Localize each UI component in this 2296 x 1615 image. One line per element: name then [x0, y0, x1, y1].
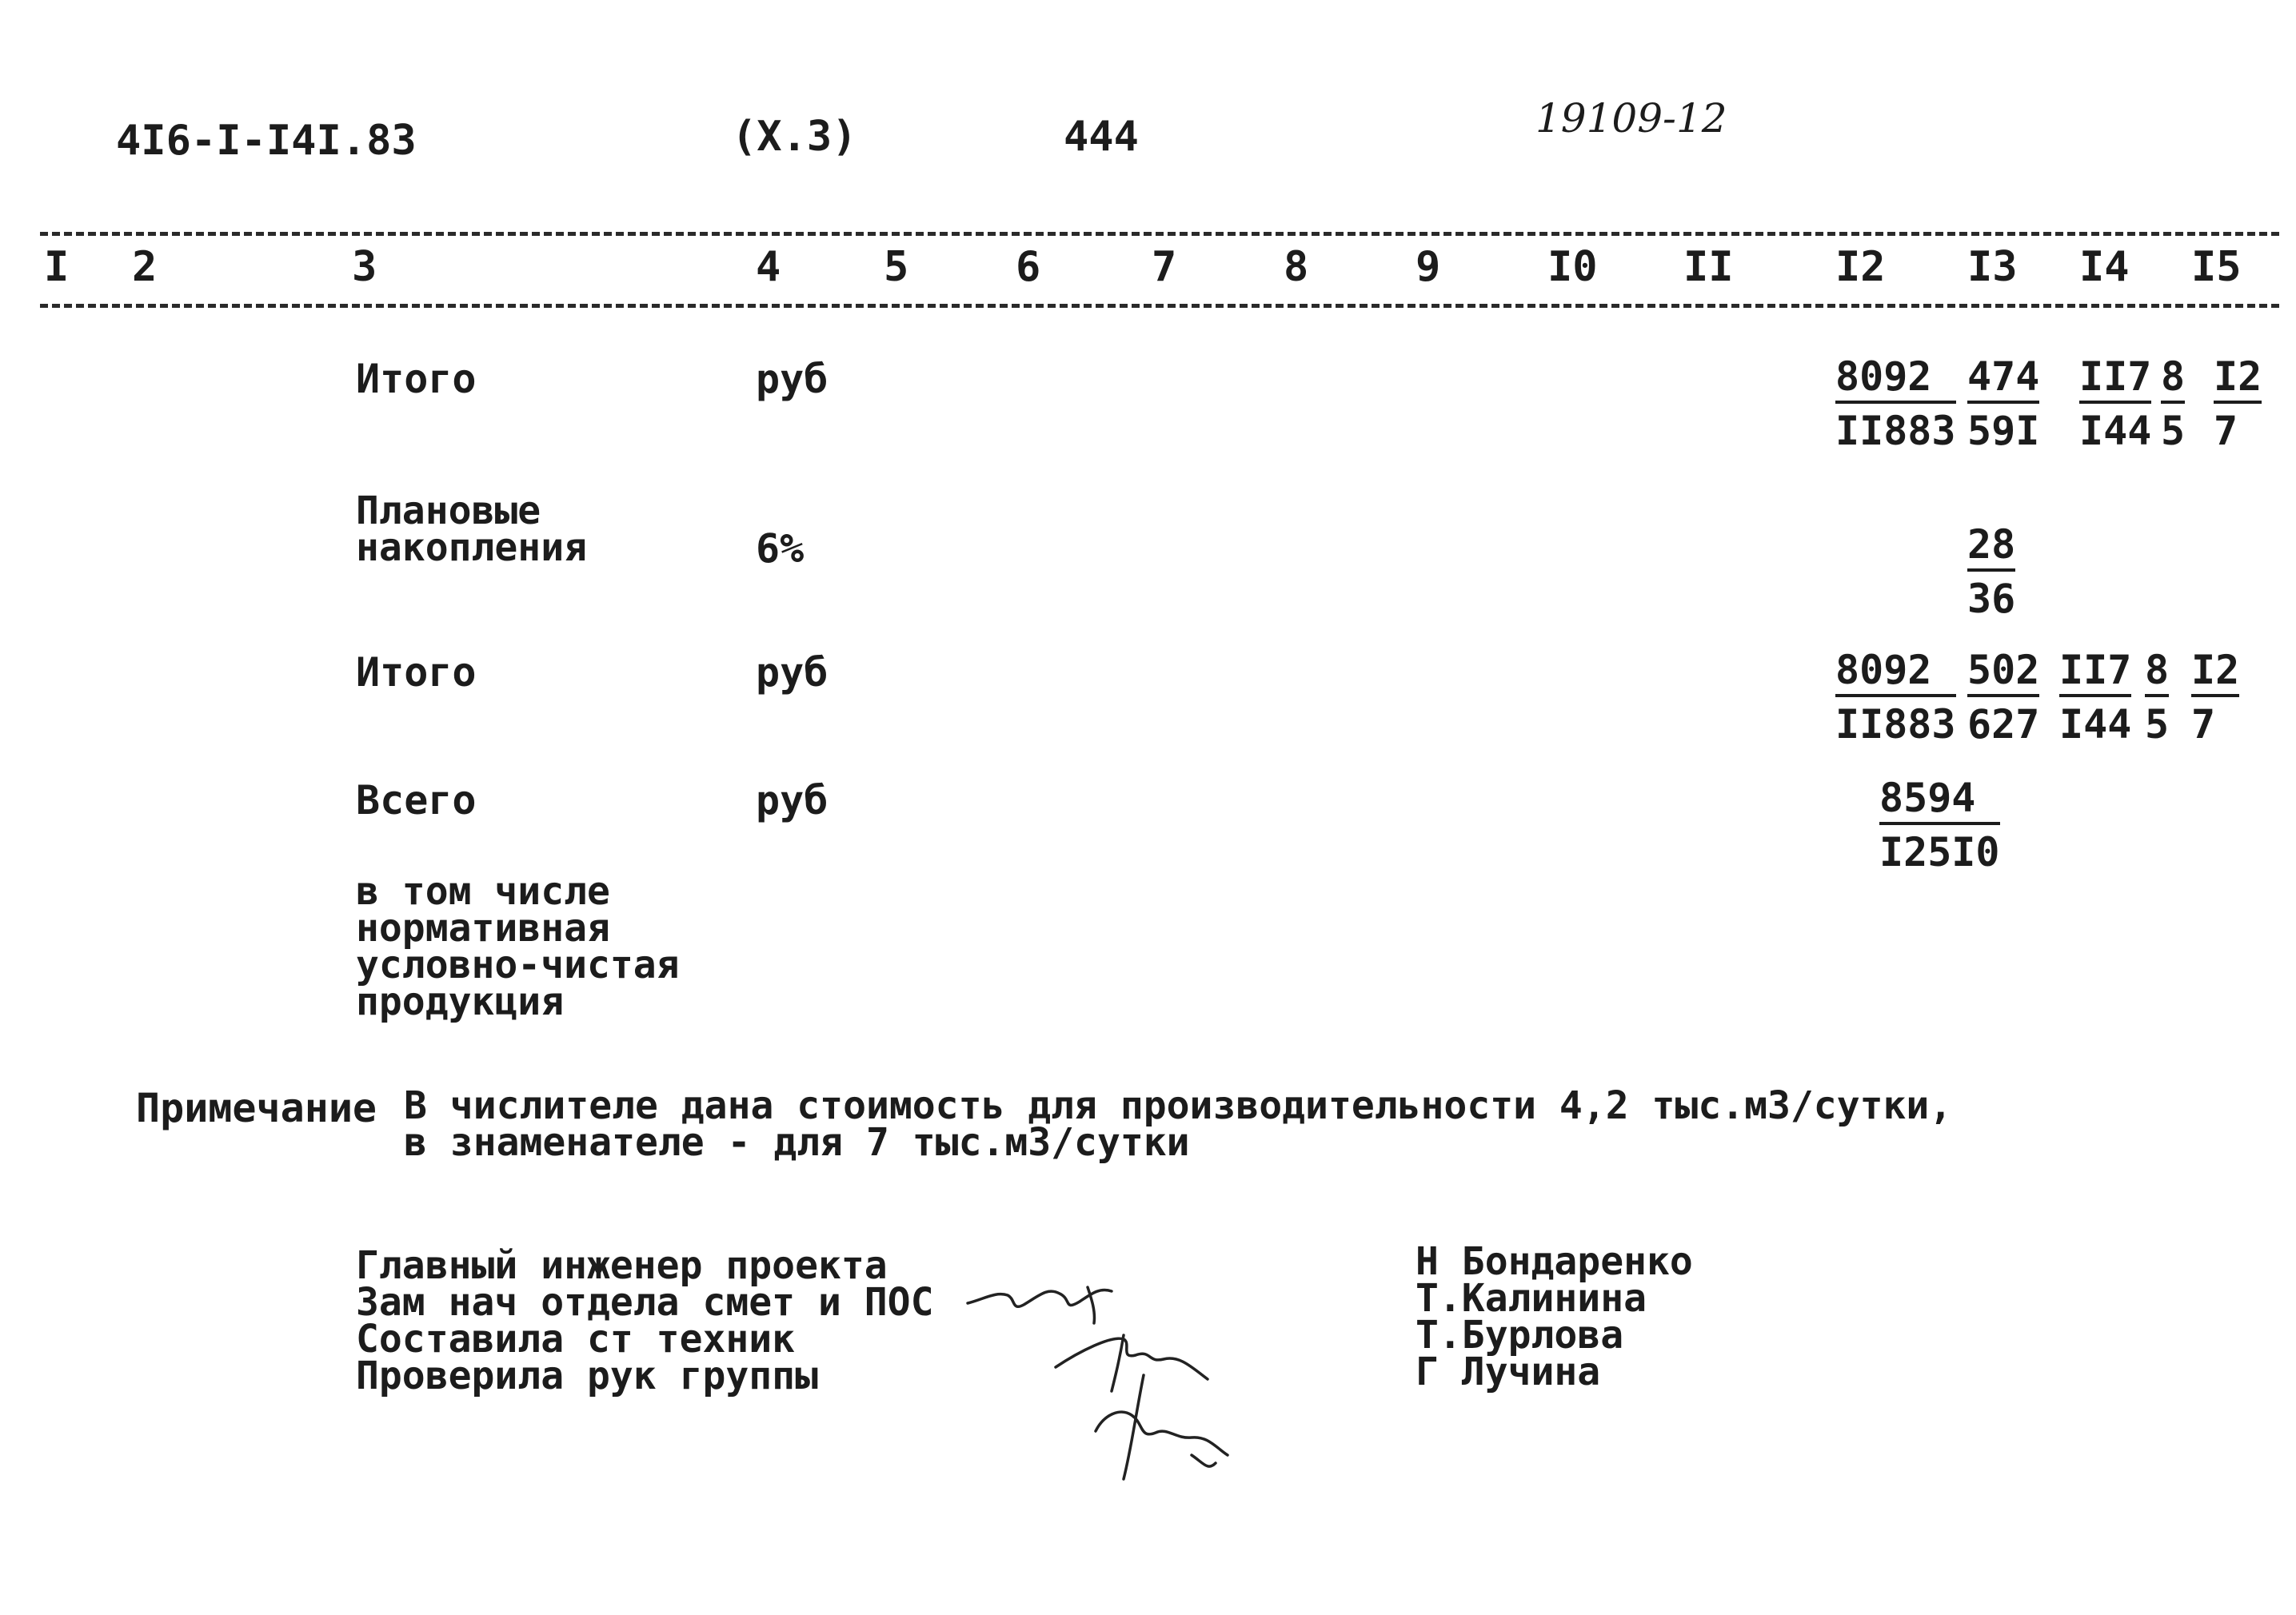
header-top-rule [40, 232, 2279, 236]
row-itogo-1-col14b [2161, 353, 2186, 454]
numerator: II7 [2059, 649, 2131, 697]
numerator: 8092 [1835, 649, 1956, 697]
numerator: 8092 [1835, 356, 1956, 404]
column-header-11: II [1683, 243, 1734, 291]
row-itogo-2-col15 [2191, 647, 2240, 748]
column-header-14: I4 [2079, 243, 2130, 291]
note-label: Примечание [136, 1085, 377, 1131]
column-header-2: 2 [132, 243, 158, 291]
denominator: 36 [1967, 576, 2016, 622]
row-itogo-2-label: Итого [356, 649, 477, 696]
row-itogo-1-col12 [1835, 353, 1956, 454]
row-itogo-1-col15 [2214, 353, 2262, 454]
numerator: I2 [2214, 356, 2262, 404]
denominator: 7 [2191, 701, 2216, 748]
numerator: 8 [2161, 356, 2185, 404]
denominator: II883 [1835, 408, 1956, 454]
header-bottom-rule [40, 304, 2279, 308]
numerator: I2 [2191, 649, 2239, 697]
signature-titles: Главный инженер проекта Зам нач отдела смет и ПОС Составила ст техник Проверила рук группы [356, 1243, 934, 1398]
note-text: В числителе дана стоимость для производительности 4,2 тыс.м3/сутки, в знаменателе - для 7 тыс.м3/сутки [404, 1083, 1953, 1165]
column-header-12: I2 [1835, 243, 1886, 291]
row-planovye-label: Плановые накопления [356, 488, 587, 570]
denominator: I44 [2059, 701, 2132, 748]
handwritten-reference: 19109-12 [1535, 95, 1727, 142]
numerator: II7 [2079, 356, 2151, 404]
row-itogo-2-col13 [1967, 647, 2040, 748]
numerator: 28 [1967, 524, 2015, 572]
column-header-6: 6 [1016, 243, 1041, 291]
handwritten-signatures [952, 1255, 1304, 1495]
numerator: 474 [1967, 356, 2039, 404]
row-itogo-2-unit: руб [756, 649, 829, 696]
column-header-13: I3 [1967, 243, 2018, 291]
column-header-5: 5 [884, 243, 909, 291]
section-code: (X.3) [732, 113, 857, 161]
row-itogo-2-col14b [2145, 647, 2170, 748]
denominator: I25I0 [1879, 829, 2000, 875]
document-code: 4I6-I-I4I.83 [116, 117, 417, 165]
denominator: II883 [1835, 701, 1956, 748]
column-header-1: I [44, 243, 70, 291]
column-header-15: I5 [2191, 243, 2242, 291]
column-header-9: 9 [1416, 243, 1441, 291]
denominator: 627 [1967, 701, 2040, 748]
row-itogo-1-unit: руб [756, 356, 829, 402]
column-header-10: I0 [1547, 243, 1598, 291]
row-vsego-label: Всего [356, 777, 477, 823]
row-itogo-1-col14 [2079, 353, 2152, 454]
numerator: 502 [1967, 649, 2039, 697]
page-number: 444 [1064, 113, 1139, 161]
row-itogo-1-label: Итого [356, 356, 477, 402]
row-vsego-total [1879, 777, 2000, 873]
column-header-7: 7 [1152, 243, 1177, 291]
denominator: 59I [1967, 408, 2040, 454]
numerator: 8594 [1879, 777, 2000, 825]
row-itogo-2-col12 [1835, 647, 1956, 748]
denominator: I44 [2079, 408, 2152, 454]
row-vsego-unit: руб [756, 777, 829, 823]
denominator: 5 [2161, 408, 2186, 454]
column-header-8: 8 [1284, 243, 1309, 291]
row-planovye-unit: 6% [756, 525, 805, 572]
column-header-3: 3 [352, 243, 377, 291]
row-itogo-2-col14 [2059, 647, 2132, 748]
row-itogo-1-col13 [1967, 353, 2040, 454]
denominator: 7 [2214, 408, 2238, 454]
denominator: 5 [2145, 701, 2170, 748]
row-planovye-col13 [1967, 521, 2016, 622]
row-vtomchisle-label: в том числе нормативная условно-чистая продукция [356, 869, 680, 1024]
column-header-4: 4 [756, 243, 781, 291]
numerator: 8 [2145, 649, 2169, 697]
signature-names: Н Бондаренко Т.Калинина Т.Бурлова Г Лучина [1416, 1239, 1693, 1394]
